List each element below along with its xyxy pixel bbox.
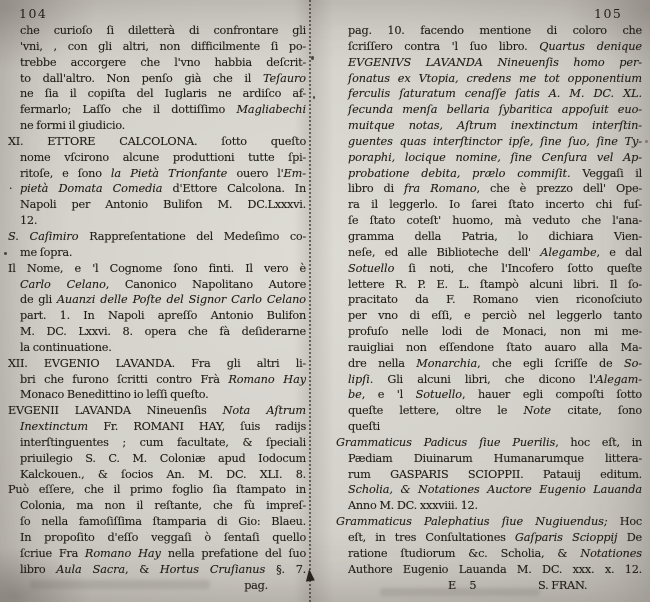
text-line [336, 229, 642, 245]
text-line [8, 451, 306, 467]
text-segment: S. Caſimiro [8, 229, 90, 243]
text-segment: , hoc eſt, in [555, 435, 642, 449]
text-segment: dre nella [348, 356, 417, 370]
text-segment: rum GASPARIS SCIOPPII. Patauij editum. [348, 467, 642, 481]
text-segment: part. 1. In Napoli apreſſo Antonio Bulifon [20, 309, 306, 323]
text-line [8, 71, 306, 87]
text-line [336, 277, 642, 293]
text-line [8, 213, 306, 229]
text-line [336, 451, 642, 467]
text-line [8, 482, 306, 498]
text-segment: Colonia, ma non il reſtante, che fù impreſ- [20, 499, 306, 513]
ink-mark [304, 568, 315, 581]
text-segment: Può eſſere, che il primo foglio ſia ſtampato in [8, 483, 306, 497]
text-line [8, 55, 306, 71]
text-line [336, 86, 642, 102]
text-segment: ouero l' [236, 166, 284, 180]
text-segment: Alegam- [595, 372, 642, 386]
column-divider-rule [309, 0, 311, 602]
text-line [336, 372, 642, 388]
text-segment: nella prefatione del ſuo [167, 546, 306, 560]
text-segment: be [348, 388, 362, 402]
margin-mark: · [9, 182, 13, 196]
text-line [336, 134, 642, 150]
text-segment: la continuatione. [20, 340, 112, 354]
text-segment: to dall'altro. Non penſo già che il [20, 71, 263, 85]
text-line [336, 213, 642, 229]
text-line [8, 514, 306, 530]
text-line [8, 372, 306, 388]
text-segment: Monaco Benedittino io leſſi queſto. [20, 388, 209, 402]
text-line [336, 245, 642, 261]
signature-mark: E 5 [448, 578, 477, 592]
text-segment: neſe, ed alle Biblioteche dell' [348, 245, 541, 259]
right-column-text [336, 23, 642, 578]
text-segment: ratione ſtudiorum &c. Scholia, & [348, 546, 581, 560]
text-line [336, 498, 642, 514]
text-segment: Note [523, 404, 568, 418]
text-segment: , e dal [596, 245, 642, 259]
text-segment: ritoſe, e ſono [20, 166, 111, 180]
text-line [8, 86, 306, 102]
text-segment: XII. EVGENIO LAVANDA. Fra gli altri li- [8, 356, 306, 370]
text-segment: fra Romano [404, 182, 477, 196]
text-line [336, 467, 642, 483]
text-line [336, 514, 642, 530]
text-line [8, 467, 306, 483]
text-segment: d'Ettore Calcolona. In [172, 182, 306, 196]
text-line [8, 340, 306, 356]
text-line [8, 150, 306, 166]
text-segment: poraphi, locique nomine, ſine Cenſura vel Ap- [348, 150, 642, 164]
text-line [8, 498, 306, 514]
text-segment: De [626, 531, 642, 544]
text-segment: , che è prezzo dell' Ope- [476, 182, 642, 196]
text-line [336, 482, 642, 498]
text-segment: Scholia, & Notationes Auctore Eugenio Lauanda [348, 483, 642, 497]
page-number-left: 104 [19, 6, 48, 21]
text-segment: Alegambe [540, 245, 597, 259]
text-line [8, 102, 306, 118]
text-segment: , & [125, 562, 160, 576]
text-line [8, 324, 306, 340]
text-line [8, 435, 306, 451]
text-segment: pietà Domata Comedia [20, 182, 173, 196]
text-segment: priuilegio S. C. M. Coloniæ apud Iodocum [20, 451, 306, 465]
text-segment: libro [20, 562, 57, 576]
text-segment: ſe ſtato coteſt' huomo, mà veduto che l'ana- [348, 214, 642, 228]
text-segment: . Gli alcuni libri, che dicono l' [369, 372, 596, 386]
text-segment: rauigliai non eſſendone ſtato auaro alla Ma- [348, 340, 642, 354]
text-line [336, 118, 642, 134]
text-line [336, 435, 642, 451]
text-segment: eſt, in tres Conſultationes [348, 531, 515, 544]
text-segment: ra il leggerlo. Io ſarei ſtato incerto chi fuſ- [348, 198, 642, 212]
text-segment: EVGENII LAVANDA Nineuenſis [8, 404, 223, 418]
text-line [336, 324, 642, 340]
text-segment: ſcriſſero contra 'l ſuo libro. [348, 39, 540, 53]
text-segment: Quartus denique [539, 39, 642, 53]
bleed-through-smudge [30, 580, 210, 589]
text-segment: Authore Eugenio Lauanda M. DC. xxx. x. 12. [348, 562, 642, 576]
text-segment: Kalckouen., & ſocios An. M. DC. XLI. 8. [20, 467, 306, 481]
text-line [8, 419, 306, 435]
text-segment: fermarlo; Laſſo che il dottiſſimo [20, 103, 237, 117]
text-line [336, 419, 642, 435]
text-segment: trebbe accorgere che l'vno habbia deſcrit- [20, 55, 306, 69]
text-segment: lettere R. P. E. L. ſtampò alcuni libri. Il ſo- [348, 277, 642, 291]
text-segment: ſo nella famoſiſſima ſtamparia di Gio: Blaeu. [20, 515, 306, 529]
text-segment: , hauer egli compoſti ſotto [461, 388, 642, 402]
text-segment: pag. 10. facendo mentione di coloro che [348, 24, 642, 37]
text-segment: queſti [348, 420, 381, 434]
text-segment: che curioſo ſi diletterà di confrontare gli [20, 24, 306, 37]
text-segment: EVGENIVS LAVANDA Nineuenſis homo per- [348, 55, 642, 69]
text-segment: ne ſia il copiſta del Iuglaris ne ardiſco af- [20, 87, 306, 101]
text-segment: Inextinctum [20, 420, 104, 434]
text-segment: ſecunda menſa bellaria ſybaritica appoſuit euo- [348, 103, 642, 117]
text-segment: ſcriue Fra [20, 546, 85, 560]
text-line [8, 134, 306, 150]
text-line [336, 39, 642, 55]
text-line [8, 546, 306, 562]
text-segment: nome vſcirono alcune produttioni tutte ſpi- [20, 150, 306, 164]
text-segment: probatione debita, prælo commiſit. [348, 166, 583, 180]
text-segment: Pædiam Diuinarum Humanarumque littera- [348, 451, 642, 465]
text-line [336, 102, 642, 118]
text-line [336, 292, 642, 308]
text-segment: Carlo Celano [20, 277, 106, 291]
text-segment: gramma della Patria, lo dichiara Vien- [348, 229, 642, 243]
text-segment: Teſauro [262, 71, 306, 85]
ink-speck [311, 56, 314, 60]
text-line [336, 387, 642, 403]
text-segment: , Canonico Napolitano Autore [105, 277, 306, 291]
text-line [8, 229, 306, 245]
text-segment: guentes quas interſtinctor ipſe, ſine ſuo, ſine Ty- [348, 134, 642, 148]
text-segment: la Pietà Trionfante [110, 166, 237, 180]
text-line [336, 356, 642, 372]
text-segment: Grammaticus Palephatius ſiue Nugiuendus; [336, 515, 620, 529]
text-segment: Magliabechi [236, 103, 306, 117]
text-segment: pracitato da F. Romano vien riconoſciuto [348, 293, 642, 307]
text-line [336, 308, 642, 324]
text-line [8, 181, 306, 197]
text-segment: , e 'l [361, 388, 416, 402]
text-segment: Fr. ROMANI HAY, ſuis radijs [103, 420, 306, 434]
text-segment: pag. [244, 578, 268, 592]
ink-speck [4, 252, 7, 255]
text-line [336, 546, 642, 562]
text-line [8, 166, 306, 182]
text-line [8, 292, 306, 308]
text-line [336, 181, 642, 197]
text-segment: Anno M. DC. xxxviii. 12. [348, 499, 478, 513]
text-segment: 'vni, , con gli altri, non difficilmente ſi po- [20, 39, 306, 53]
text-segment: Monarchia [416, 356, 478, 370]
text-line [336, 562, 642, 578]
text-segment: queſte lettere, oltre le [348, 404, 524, 418]
text-line [336, 166, 642, 182]
ink-speck [313, 96, 315, 99]
text-segment: interſtinguentes ; cum facultate, & ſpeciali [20, 435, 306, 449]
page-number-right: 105 [594, 6, 623, 21]
text-segment: Gaſparis Scioppij [514, 531, 627, 544]
text-line [336, 23, 642, 39]
text-segment: §. 7. [276, 562, 306, 576]
text-line [336, 403, 642, 419]
text-line [8, 245, 306, 261]
text-segment: lipſi [348, 372, 370, 386]
text-line [8, 308, 306, 324]
text-segment: M. DC. Lxxvi. 8. opera che fà deſiderarne [20, 325, 306, 339]
text-segment: ſi noti, che l'Incofero ſotto queſte [408, 261, 642, 275]
text-line [8, 530, 306, 546]
text-segment: per vno di eſſi, e perciò nel leggerlo tanto [348, 309, 642, 323]
text-segment: XI. ETTORE CALCOLONA. ſotto queſto [8, 134, 306, 148]
text-segment: de gli [20, 293, 57, 307]
left-column-text [8, 23, 306, 593]
text-segment: libro di [348, 182, 405, 196]
text-segment: ne formi il giudicio. [20, 119, 126, 133]
text-line [8, 403, 306, 419]
text-segment: me ſopra. [20, 245, 73, 259]
text-line [8, 23, 306, 39]
text-segment: muitque notas, Aſtrum inextinctum interſtin- [348, 119, 642, 133]
text-segment: In propoſito d'eſſo veggaſi ò ſentaſi quello [20, 531, 306, 544]
left-column [8, 23, 306, 593]
bleed-through-smudge [380, 588, 540, 596]
text-segment: ſonatus ex Vtopia, credens me tot opponentium [348, 71, 642, 85]
text-line [336, 261, 642, 277]
text-segment: Notationes [580, 546, 642, 560]
text-line [8, 261, 306, 277]
text-segment: profuſo nelle lodi de Monaci, non mi me- [348, 325, 642, 339]
text-segment: Hoc [619, 515, 642, 529]
text-segment: Napoli per Antonio Bulifon M. DC.Lxxxvi. [20, 198, 306, 212]
text-line [8, 118, 306, 134]
text-line [336, 530, 642, 546]
text-line [336, 340, 642, 356]
text-segment: Veggaſi il [582, 166, 642, 180]
text-line [8, 277, 306, 293]
text-line [336, 150, 642, 166]
text-segment: Romano Hay [228, 372, 306, 386]
text-segment: Hortus Cruſianus [159, 562, 277, 576]
text-segment: Rappreſentatione del Medeſimo co- [89, 229, 306, 243]
text-segment: 12. [20, 214, 38, 228]
text-segment: Sotuello [415, 388, 462, 402]
text-segment: Aula Sacra [56, 562, 126, 576]
right-column [336, 23, 642, 593]
text-segment: , che egli ſcriſſe de [477, 356, 624, 370]
text-line [336, 55, 642, 71]
text-segment: Sotuello [348, 261, 409, 275]
text-segment: ferculis ſaturatum cenaſſe ſatis A. M. DC. XL. [348, 87, 642, 101]
text-segment: Romano Hay [84, 546, 168, 560]
text-line [336, 197, 642, 213]
catchword: S. FRAN. [538, 578, 588, 592]
text-segment: Il Nome, e 'l Cognome ſono finti. Il vero è [8, 261, 306, 275]
text-segment: Nota Aſtrum [222, 404, 306, 418]
text-line [8, 562, 306, 578]
text-line [8, 356, 306, 372]
text-segment: So- [623, 356, 642, 370]
text-segment: Auanzi delle Poſte del Signor Carlo Celano [56, 293, 306, 307]
text-line [8, 39, 306, 55]
text-segment: bri che furono ſcritti contro Frà [20, 372, 229, 386]
text-segment: Grammaticus Padicus ſiue Puerilis [336, 435, 556, 449]
text-line [8, 197, 306, 213]
text-segment: citate, ſono [567, 404, 642, 418]
text-segment: Em- [283, 166, 306, 180]
text-line [336, 71, 642, 87]
text-line [8, 387, 306, 403]
ink-speck [645, 140, 648, 143]
